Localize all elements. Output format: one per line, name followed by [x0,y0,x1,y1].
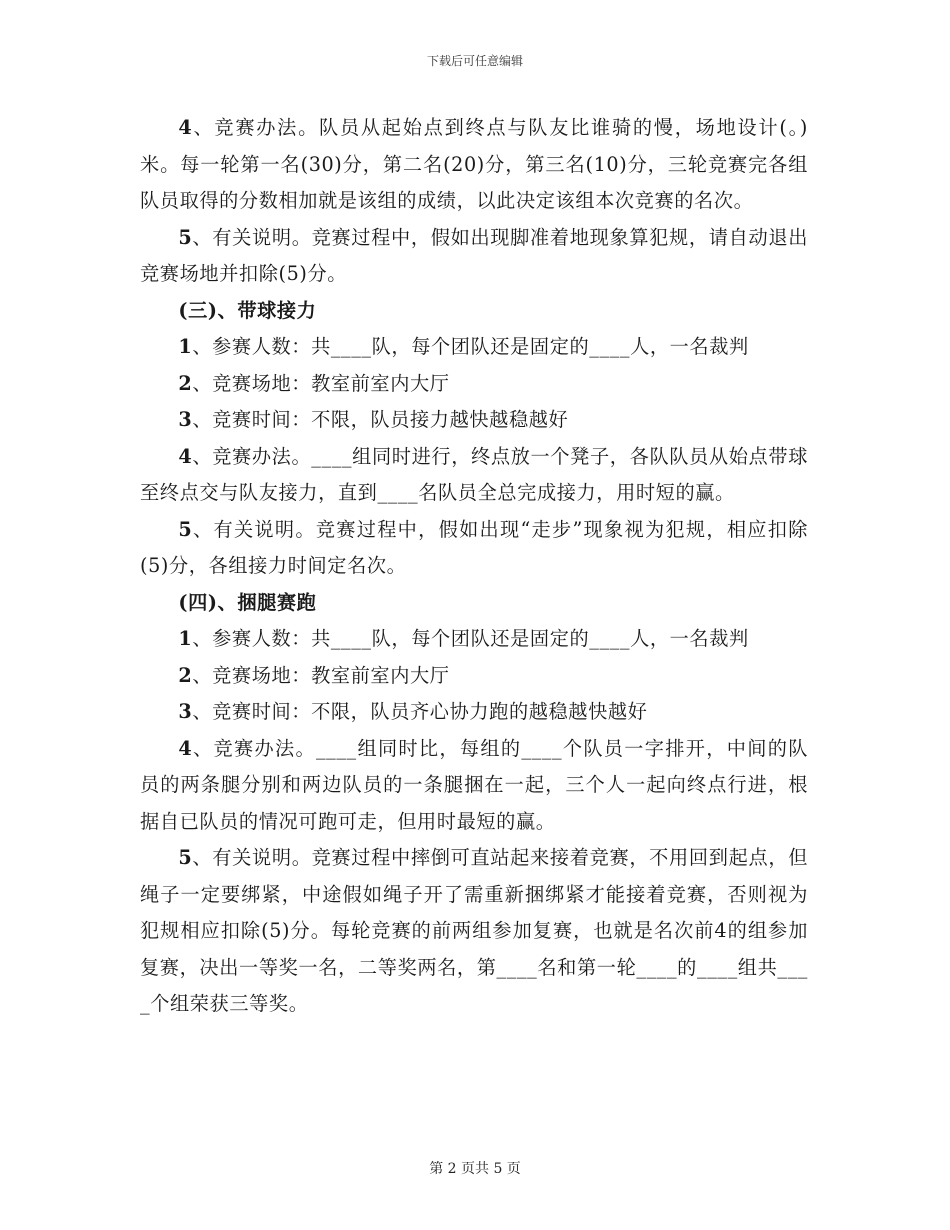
paragraph-text: 、有关说明。竞赛过程中，假如出现“走步”现象视为犯规，相应扣除(5)分，各组接力时间定名次。 [140,517,808,577]
paragraph-text: 、有关说明。竞赛过程中摔倒可直站起来接着竞赛，不用回到起点，但绳子一定要绑紧，中途假如绳子开了需重新捆绑紧才能接着竞赛，否则视为犯规相应扣除(5)分。每轮竞赛的前两组参加复赛，也就是名次前4的组参加复赛，决出一等奖一名，二等奖两名，第____名和第一轮____的____组共____个组荣获三等奖。 [140,846,808,1015]
paragraph-method [140,439,808,512]
item-number: 4 [178,116,193,139]
paragraph-participants [140,621,808,658]
paragraph-venue [140,366,808,403]
paragraph-text: 、竞赛场地：教室前室内大厅 [192,371,450,395]
document-body [140,110,808,1023]
paragraph-text: 、参赛人数：共____队，每个团队还是固定的____人，一名裁判 [192,627,749,650]
paragraph-participants [140,329,808,366]
paragraph-text: 、竞赛办法。____组同时比，每组的____个队员一字排开，中间的队员的两条腿分别和两边队员的一条腿捆在一起，三个人一起向终点行进，根据自已队员的情况可跑可走，但用时最短的赢。 [140,736,808,833]
item-number: 3 [178,700,193,723]
item-number: 1 [178,335,193,358]
paragraph-time [140,694,808,731]
section-heading-3: (三)、带球接力 [178,298,317,322]
paragraph-rule-5 [140,220,808,293]
item-number: 4 [178,444,193,468]
paragraph-time [140,402,808,439]
item-number: 5 [178,517,193,541]
paragraph-notes [140,512,808,585]
page-footer: 第 2 页共 5 页 [429,1161,521,1177]
paragraph-text: 、竞赛时间：不限，队员齐心协力跑的越稳越快越好 [192,700,648,723]
item-number: 3 [178,408,193,431]
item-number: 2 [178,663,193,687]
paragraph-rule-4 [140,110,808,220]
item-number: 5 [178,846,193,869]
paragraph-text: 、竞赛时间：不限，队员接力越快越稳越好 [192,408,569,431]
paragraph-notes [140,840,808,1023]
paragraph-text: 、竞赛办法。队员从起始点到终点与队友比谁骑的慢，场地设计(。)米。每一轮第一名(30)分，第二名(20)分，第三名(10)分，三轮竞赛完各组队员取得的分数相加就是该组的成绩，以此决定该组本次竞赛的名次。 [140,116,808,212]
paragraph-method [140,731,808,841]
paragraph-venue [140,658,808,695]
paragraph-text: 、参赛人数：共____队，每个团队还是固定的____人，一名裁判 [192,335,749,358]
item-number: 2 [178,371,193,395]
item-number: 4 [178,736,193,760]
section-heading-4: (四)、捆腿赛跑 [178,590,317,614]
item-number: 1 [178,627,193,650]
page-header: 下载后可任意编辑 [426,54,523,68]
paragraph-text: 、竞赛办法。____组同时进行，终点放一个凳子，各队队员从始点带球至终点交与队友接力，直到____名队员全总完成接力，用时短的赢。 [140,444,808,504]
paragraph-text: 、有关说明。竞赛过程中，假如出现脚准着地现象算犯规，请自动退出竞赛场地并扣除(5)分。 [140,225,808,285]
item-number: 5 [178,225,193,249]
paragraph-text: 、竞赛场地：教室前室内大厅 [192,663,450,687]
